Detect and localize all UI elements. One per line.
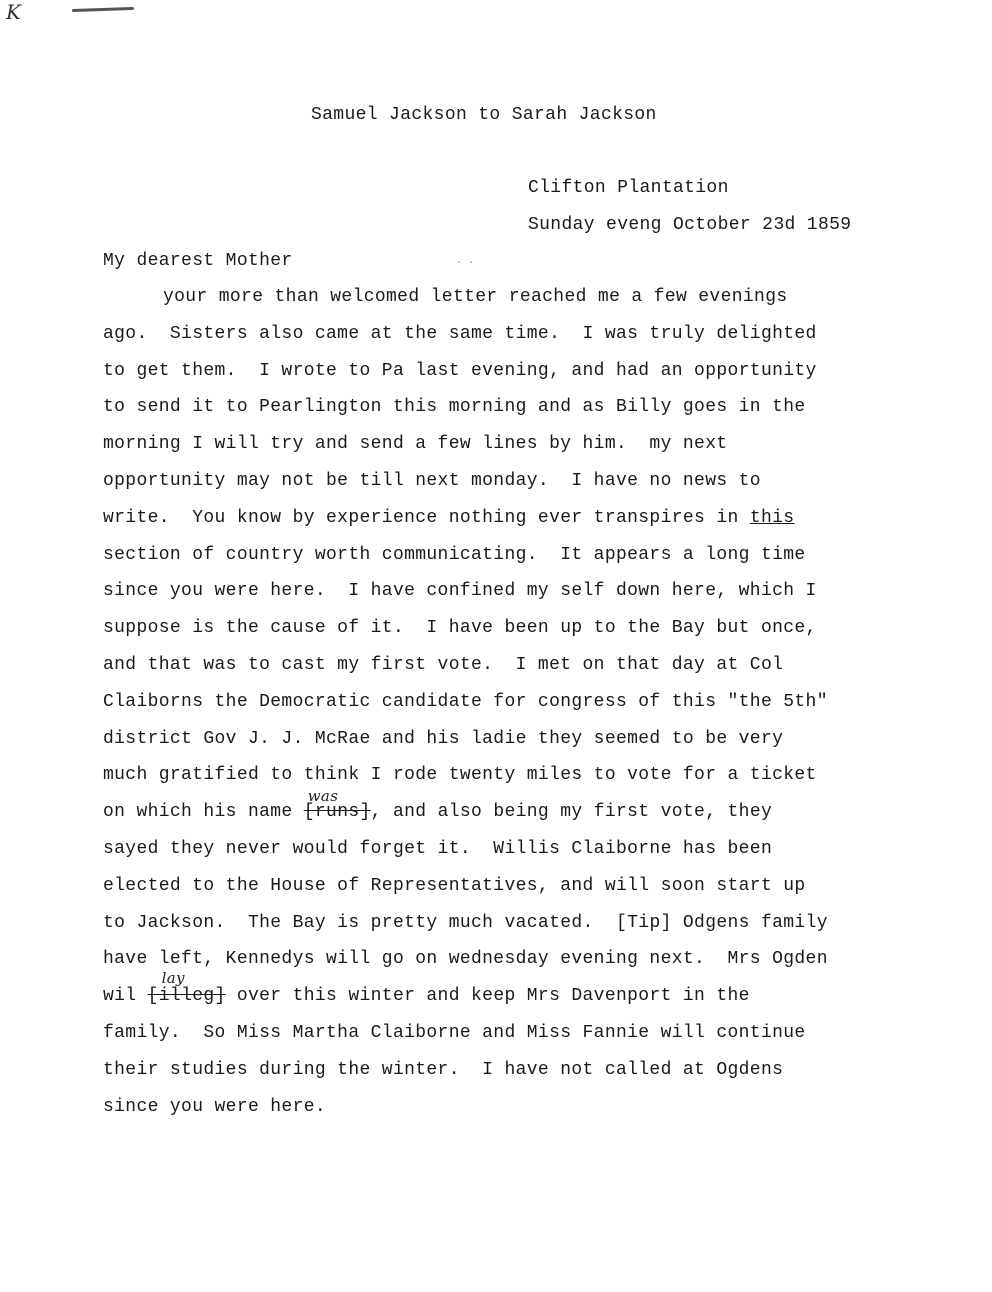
body-line: section of country worth communicating. It appears a long time — [103, 544, 806, 565]
body-line: your more than welcomed letter reached me a few evenings — [163, 287, 788, 307]
body-line: to send it to Pearlington this morning and as Billy goes in the — [103, 397, 806, 418]
body-text: to Jackson. The Bay is pretty much vacated. — [103, 912, 616, 933]
pen-stroke-mark — [72, 7, 134, 12]
letter-body — [103, 286, 903, 1132]
document-title: Samuel Jackson to Sarah Jackson — [311, 105, 657, 125]
handwritten-insertion: was — [307, 787, 339, 806]
body-text: on which his name — [103, 802, 304, 823]
body-line: their studies during the winter. I have not called at Ogdens — [103, 1059, 784, 1080]
body-line: suppose is the cause of it. I have been up to the Bay but once, — [103, 618, 817, 639]
handwritten-insertion: lay — [161, 969, 185, 988]
salutation: My dearest Mother — [103, 251, 293, 271]
corner-mark: K — [6, 0, 21, 24]
body-line: Claiborns the Democratic candidate for congress of this "the 5th" — [103, 691, 828, 712]
struck-word: was [runs] — [303, 787, 371, 823]
body-text: Odgens family — [671, 912, 828, 933]
body-line: much gratified to think I rode twenty miles to vote for a ticket — [103, 765, 817, 786]
letter-place: Clifton Plantation — [528, 178, 729, 198]
body-line: since you were here. — [103, 1096, 327, 1117]
body-line: opportunity may not be till next monday. I have no news to — [103, 470, 761, 491]
body-line: sayed they never would forget it. Willis Claiborne has been — [103, 838, 773, 859]
body-line: since you were here. I have confined my self down here, which I — [103, 581, 817, 602]
body-text: over this winter and keep Mrs Davenport in the — [225, 986, 750, 1007]
body-text: wil — [103, 986, 148, 1007]
body-line: and that was to cast my first vote. I met on that day at Col — [103, 654, 784, 675]
body-line: elected to the House of Representatives, and will soon start up — [103, 875, 806, 896]
body-line — [103, 507, 903, 544]
letter-date: Sunday eveng October 23d 1859 — [528, 215, 852, 235]
underlined-word: this — [749, 507, 795, 528]
body-line: family. So Miss Martha Claiborne and Miss Fannie will continue — [103, 1022, 806, 1043]
body-line — [103, 912, 903, 949]
body-text: write. You know by experience nothing ever transpires in — [103, 507, 750, 528]
body-line: district Gov J. J. McRae and his ladie they seemed to be very — [103, 728, 784, 749]
body-line — [103, 969, 903, 1022]
body-line: to get them. I wrote to Pa last evening, and had an opportunity — [103, 360, 817, 381]
body-line: ago. Sisters also came at the same time. I was truly delighted — [103, 323, 817, 344]
bracketed-word: [Tip] — [615, 912, 672, 933]
body-line: have left, Kennedys will go on wednesday evening next. Mrs Ogden — [103, 949, 828, 970]
body-line: morning I will try and send a few lines by him. my next — [103, 434, 728, 455]
body-text: , and also being my first vote, they — [370, 802, 773, 823]
stray-marks: · · — [456, 258, 475, 269]
struck-word: lay [illeg] — [147, 969, 226, 1007]
body-line — [103, 787, 903, 838]
